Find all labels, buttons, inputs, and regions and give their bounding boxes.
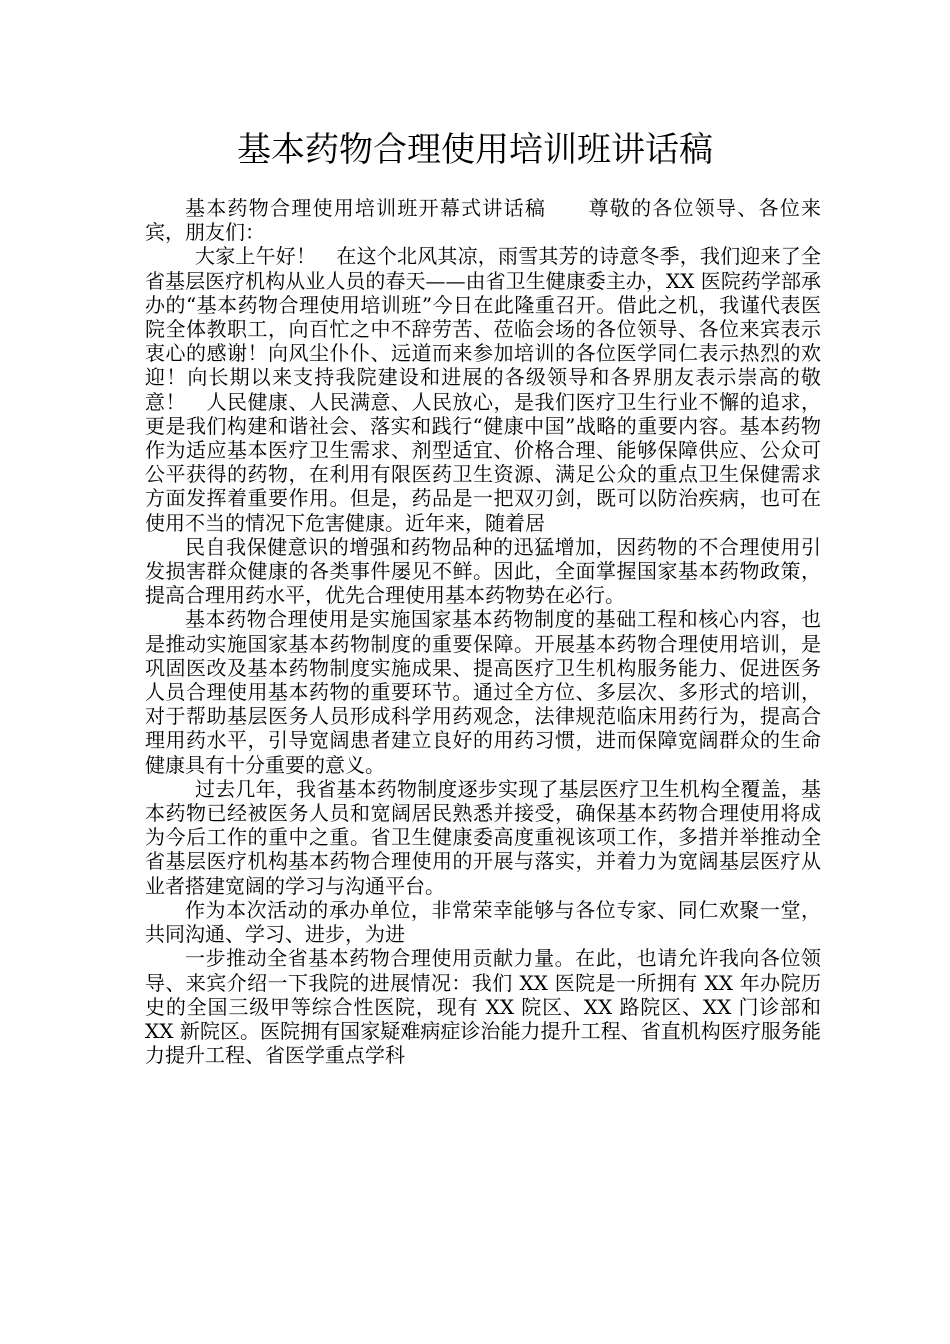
document-body (145, 196, 821, 1067)
paragraph-greeting: 大家上午好！ 在这个北风其凉，雨雪其芳的诗意冬季，我们迎来了全省基层医疗机构从业人员的春天——由省卫生健康委主办，XX 医院药学部承办的“基本药物合理使用培训班”今日在此隆重召开。借此之机，我谨代表医院全体教职工，向百忙之中不辞劳苦、莅临会场的各位领导、各位来宾表示衷心的感谢！向风尘仆仆、远道而来参加培训的各位医学同仁表示热烈的欢迎！向长期以来支持我院建设和进展的各级领导和各界朋友表示崇高的敬意！ 人民健康、人民满意、人民放心，是我们医疗卫生行业不懈的追求，更是我们构建和谐社会、落实和践行“健康中国”战略的重要内容。基本药物作为适应基本医疗卫生需求、剂型适宜、价格合理、能够保障供应、公众可公平获得的药物，在利用有限医药卫生资源、满足公众的重点卫生保健需求方面发挥着重要作用。但是，药品是一把双刃剑，既可以防治疾病，也可在使用不当的情况下危害健康。近年来，随着居 (145, 244, 821, 535)
paragraph-past-years: 过去几年，我省基本药物制度逐步实现了基层医疗卫生机构全覆盖，基本药物已经被医务人员和宽阔居民熟悉并接受，确保基本药物合理使用将成为今后工作的重中之重。省卫生健康委高度重视该项工作，多措并举推动全省基层医疗机构基本药物合理使用的开展与落实，并着力为宽阔基层医疗从业者搭建宽阔的学习与沟通平台。 (145, 776, 821, 898)
document-title: 基本药物合理使用培训班讲话稿 (237, 130, 713, 170)
paragraph-importance: 基本药物合理使用是实施国家基本药物制度的基础工程和核心内容，也是推动实施国家基本药物制度的重要保障。开展基本药物合理使用培训，是巩固医改及基本药物制度实施成果、提高医疗卫生机构服务能力、促进医务人员合理使用基本药物的重要环节。通过全方位、多层次、多形式的培训，对于帮助基层医务人员形成科学用药观念，法律规范临床用药行为，提高合理用药水平，引导宽阔患者建立良好的用药习惯，进而保障宽阔群众的生命健康具有十分重要的意义。 (145, 607, 821, 777)
paragraph-host: 作为本次活动的承办单位，非常荣幸能够与各位专家、同仁欢聚一堂，共同沟通、学习、进步，为进 (145, 897, 821, 947)
paragraph-awareness: 民自我保健意识的增强和药物品种的迅猛增加，因药物的不合理使用引发损害群众健康的各类事件屡见不鲜。因此，全面掌握国家基本药物政策，提高合理用药水平，优先合理使用基本药物势在必行。 (145, 534, 821, 608)
paragraph-opening: 基本药物合理使用培训班开幕式讲话稿 尊敬的各位领导、各位来宾，朋友们： (145, 196, 821, 245)
paragraph-hospital-intro: 一步推动全省基本药物合理使用贡献力量。在此，也请允许我向各位领导、来宾介绍一下我院的进展情况：我们 XX 医院是一所拥有 XX 年办院历史的全国三级甲等综合性医院，现有 XX 院区、XX 路院区、XX 门诊部和 XX 新院区。医院拥有国家疑难病症诊治能力提升工程、省直机构医疗服务能力提升工程、省医学重点学科 (145, 946, 821, 1068)
